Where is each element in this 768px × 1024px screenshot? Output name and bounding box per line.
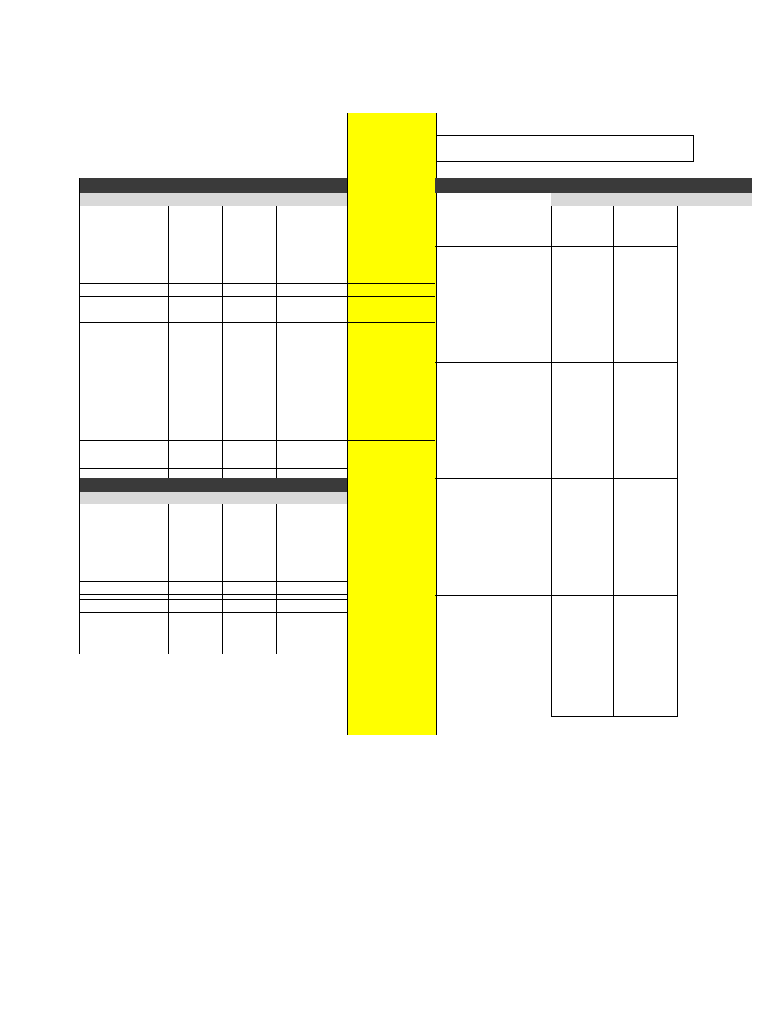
column-divider bbox=[79, 478, 80, 654]
row-divider bbox=[435, 246, 678, 247]
row-divider bbox=[435, 362, 678, 363]
row-divider bbox=[79, 581, 347, 582]
column-divider bbox=[168, 504, 169, 654]
column-divider bbox=[613, 206, 614, 716]
column-divider bbox=[677, 206, 678, 716]
row-divider bbox=[79, 322, 435, 323]
row-divider bbox=[79, 612, 347, 613]
column-divider bbox=[222, 504, 223, 654]
row-divider bbox=[79, 468, 347, 469]
row-divider bbox=[79, 283, 435, 284]
row-divider bbox=[435, 478, 678, 479]
tuberias-subheader bbox=[79, 193, 347, 206]
column-divider bbox=[222, 206, 223, 478]
column-divider bbox=[551, 206, 552, 716]
tuberias-header bbox=[79, 178, 347, 193]
conexiones-header bbox=[435, 178, 752, 193]
row-divider bbox=[79, 599, 347, 600]
row-divider bbox=[79, 296, 435, 297]
recuperadas-subheader bbox=[79, 492, 347, 504]
row-divider bbox=[79, 594, 347, 595]
column-divider bbox=[276, 206, 277, 478]
yellow-column bbox=[347, 113, 437, 735]
row-divider bbox=[435, 595, 678, 596]
info-box bbox=[435, 135, 694, 162]
row-divider bbox=[551, 716, 678, 717]
recuperadas-header bbox=[79, 478, 347, 492]
column-divider bbox=[79, 178, 80, 478]
column-divider bbox=[276, 504, 277, 654]
row-divider bbox=[79, 440, 435, 441]
column-divider bbox=[168, 206, 169, 478]
conexiones-subheader bbox=[551, 193, 752, 206]
